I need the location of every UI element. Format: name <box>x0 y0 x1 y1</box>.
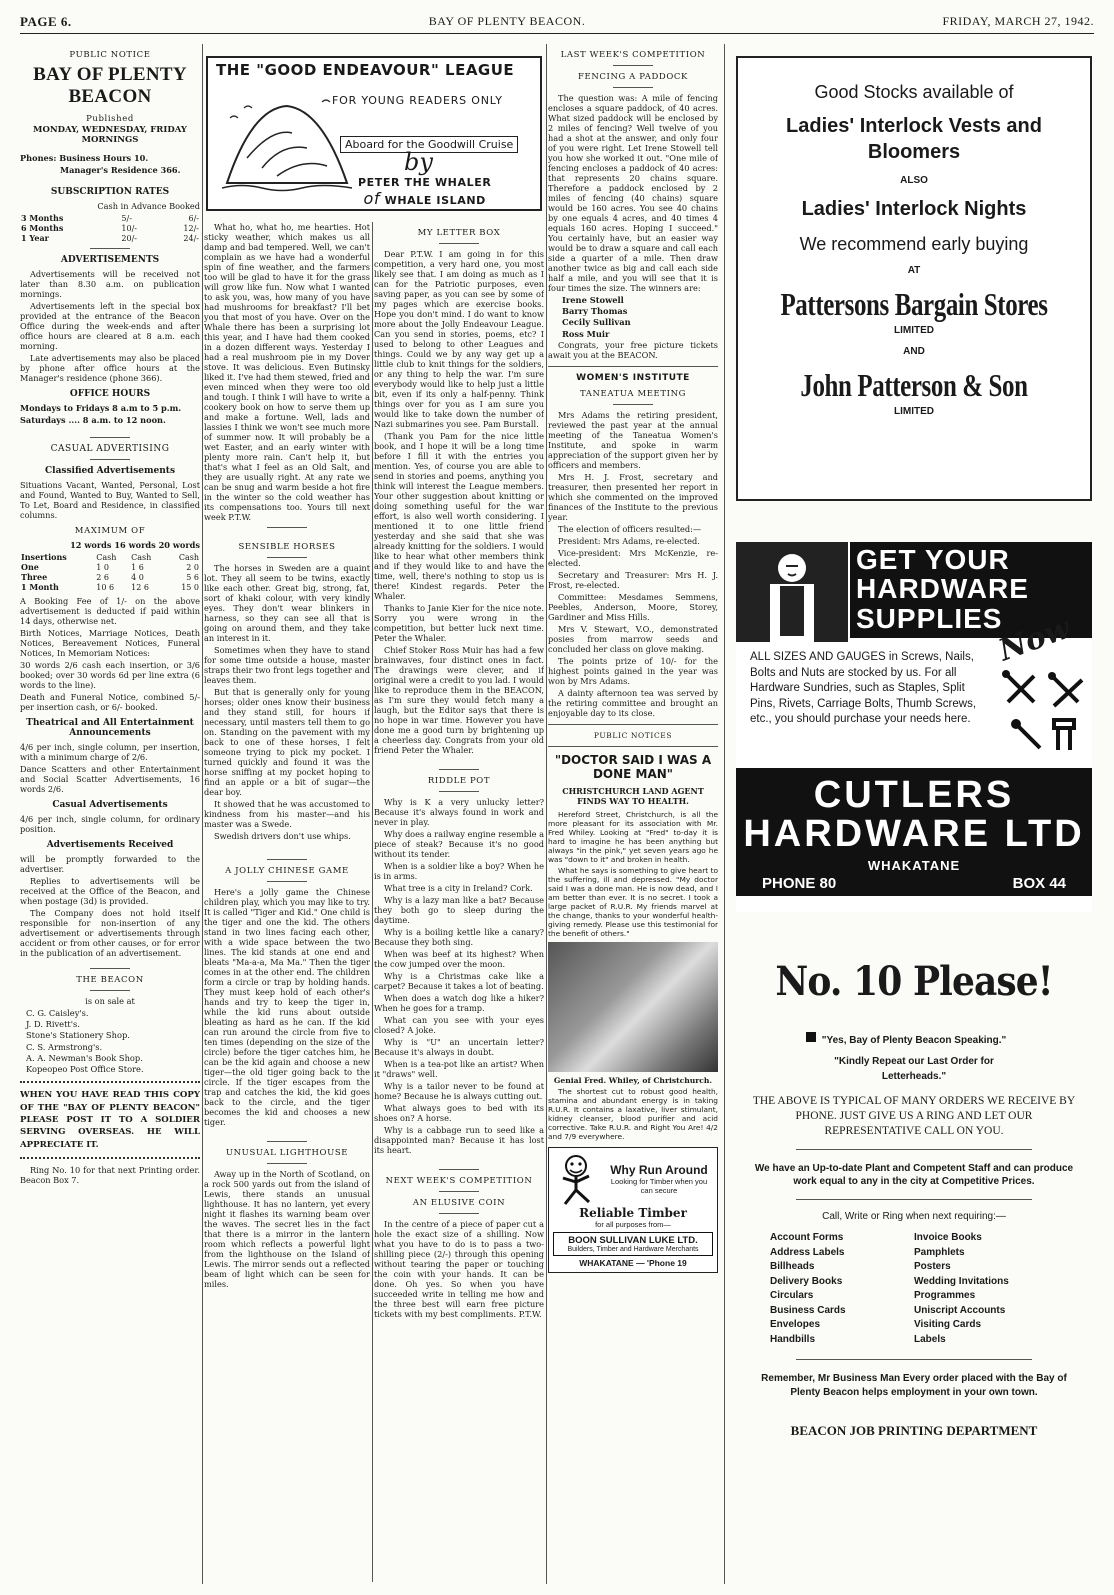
maximum-head: 12 words 16 words 20 words <box>70 540 200 550</box>
store-name: Pattersons Bargain Stores <box>780 286 1048 322</box>
list-item: Circulars <box>770 1290 814 1302</box>
winner-list <box>548 295 718 340</box>
list-item: Posters <box>914 1261 951 1273</box>
subscription-table <box>20 213 200 243</box>
rur-advertisement <box>548 753 718 1142</box>
list-item: Why is a cabbage run to seed like a disappointed man? Because it has lost its heart. <box>374 1125 544 1155</box>
quote-1: "Yes, Bay of Plenty Beacon Speaking." <box>821 1035 1007 1046</box>
plant-text: We have an Up-to-date Plant and Competent Staff and can produce work equal to any in the city at Competitive Prices. <box>754 1162 1074 1188</box>
ad-line: Good Stocks available of <box>814 82 1014 102</box>
ad-product: Ladies' Interlock Vests and Bloomers <box>786 115 1042 163</box>
theatrical-rate: 4/6 per inch, single column, per insertion, with a minimum charge of 2/6. <box>20 742 200 762</box>
table-row: 6 Months 10/- 12/- <box>21 223 199 233</box>
last-competition-heading: LAST WEEK'S COMPETITION <box>560 50 706 60</box>
letter-text: Dear P.T.W. I am going in for this competition, a very hard one, you most likely see that. I am doing as much as I can for the Patriotic purposes, even saving paper, as you can see by some of my pages which are exercise books. Hope you don't mind. I do want to know more about the Jolly Endeavour League. Can you send in stories, poems, etc? I used to belong to other Leagues and things. Could we by any way get up a little club to knit things for the soldiers, or any thing to help the war. I'm sure everybody would like to help just a little bit, even if its only a half-penny. Think things over for you as I am sure you would like to take down the number of Nazi submarines you see. Pam Burstall. <box>374 249 544 429</box>
list-item: C. G. Caisley's. <box>26 1008 89 1018</box>
ad-and: AND <box>903 346 925 357</box>
cutlers-phone: PHONE 80 <box>762 875 837 892</box>
horses-text: Sometimes when they have to stand for some time outside a house, master straps their two front legs together and leaves them. <box>204 645 370 685</box>
job-printing-advertisement <box>736 936 1092 1582</box>
institute-text: Secretary and Treasurer: Mrs H. J. Frost, re-elected. <box>548 569 718 590</box>
list-item: What tree is a city in Ireland? Cork. <box>384 883 533 893</box>
list-item: Why is a lazy man like a bat? Because they both go to sleep during the daytime. <box>374 895 544 925</box>
firm-name: John Patterson & Son <box>800 367 1028 403</box>
list-item: Why does a railway engine resemble a piece of steak? Because it's no good without its tender. <box>374 829 544 859</box>
list-item: Address Labels <box>770 1246 845 1258</box>
institute-subheading: TANEATUA MEETING <box>579 388 687 399</box>
column-rule <box>546 44 547 1584</box>
casual-rates-table <box>20 552 200 592</box>
list-item: Wedding Invitations <box>914 1275 1009 1287</box>
hardware-advertisement <box>736 542 1092 912</box>
replies-text: Replies to advertisements will be received at the Office of the Beacon, and when postage (3d) is provided. <box>20 876 200 906</box>
timber-purposes: for all purposes from— <box>595 1220 671 1230</box>
ad-headline: No. 10 Please! <box>775 958 1053 1005</box>
list-item: Labels <box>914 1333 946 1345</box>
quote-2: "Kindly Repeat our Last Order for Letterheads." <box>834 1056 994 1082</box>
paper-name: BAY OF PLENTY BEACON. <box>428 14 586 28</box>
office-hours: Saturdays .... 8 a.m. to 12 noon. <box>20 415 166 425</box>
of-script: of <box>363 189 381 209</box>
adv-text: Late advertisements may also be placed by phone after office hours at the Manager's residence (phone 366). <box>20 353 200 383</box>
theatrical-heading: Theatrical and All Entertainment Announcements <box>26 718 194 738</box>
issue-date: FRIDAY, MARCH 27, 1942. <box>942 14 1094 28</box>
lighthouse-heading: UNUSUAL LIGHTHOUSE <box>225 1148 349 1158</box>
subscription-head: Cash in Advance Booked <box>97 201 200 211</box>
letter-text: (Thank you Pam for the nice little book, and I hope it will be a long time before I fill it with the entries you mention. Yes, of course you are able to send in stories and poems, anything you think will interest the League members. Your other suggestion about knitting or doing something useful for the war effort, is also well worth considering. I mentioned it to one little friend yesterday and she said that she was already knitting for the soldiers. I would like to hear what other members think and if they would like to and have the time, well, there's nothing to stop us is there! Kindest regards. Peter the Whaler. <box>374 431 544 601</box>
institute-text: The points prize of 10/- for the highest points gained in the year was won by Mrs Adams. <box>548 655 718 686</box>
institute-text: A dainty afternoon tea was served by the retiring committee and brought an enjoyable day to its close. <box>548 687 718 718</box>
letter-box-heading: MY LETTER BOX <box>417 228 501 238</box>
cutlers-name: CUTLERS <box>813 774 1015 816</box>
institute-text: Mrs H. J. Frost, secretary and treasurer, then presented her report in which she commented on the improved finances of the Institute to the previous year. <box>548 471 718 522</box>
office-hours: Mondays to Fridays 8 a.m to 5 p.m. <box>20 403 182 413</box>
ad-headline: "DOCTOR SAID I WAS A DONE MAN" <box>554 752 712 782</box>
column-competition <box>548 44 718 1584</box>
list-item: Account Forms <box>770 1232 844 1244</box>
ad-subheadline: CHRISTCHURCH LAND AGENT FINDS WAY TO HEALTH. <box>562 785 704 806</box>
page-header <box>20 10 1094 34</box>
timber-headline: Why Run Around <box>610 1163 708 1178</box>
table-row: 3 Months 5/- 6/- <box>21 213 199 223</box>
riddle-list <box>374 797 544 1155</box>
coin-text: In the centre of a piece of paper cut a hole the exact size of a shilling. Now what you have to do is to pass a two-shilling piece (2/-) through this opening without tearing the paper or touching the coin with your hands. It can be done. Oh yes. So when you have succeeded write in telling me how and the three best will earn free picture tickets with my best compliments. P.T.W. <box>374 1219 544 1319</box>
list-item: Irene Stowell <box>562 295 624 305</box>
phones: Phones: Business Hours 10. <box>20 153 149 163</box>
next-competition-heading: NEXT WEEK'S COMPETITION <box>385 1176 533 1186</box>
adv-text: Advertisements left in the special box provided at the entrance of the Beacon Office during the week-ends and after office hours are cleared at 8 a.m. each morning. <box>20 301 200 351</box>
island-name: WHALE ISLAND <box>384 194 486 208</box>
lighthouse-text: Away up in the North of Scotland, on a rock 500 yards out from the island of Lewis, there stands an unusual lighthouse. It has no lantern, yet every night it flashes its warning beam over the waves. The secret lies in the fact that there is a mirror in the lantern room which reflects a powerful light from the lighthouse on the Island of Lewis. The mirror sends out a reflected beam of light which can be seen for miles. <box>204 1169 370 1289</box>
births-rate: 30 words 2/6 cash each insertion, or 3/6 booked; over 30 words 6d per line extra (6 words to the line). <box>20 660 200 690</box>
paddock-heading: FENCING A PADDOCK <box>578 72 688 82</box>
horses-heading: SENSIBLE HORSES <box>238 542 336 552</box>
institute-text: Vice-president: Mrs McKenzie, re-elected. <box>548 547 718 568</box>
timber-text: Looking for Timber when you can secure <box>610 1177 708 1196</box>
list-item: When is a tea-pot like an artist? When it "draws" well. <box>374 1059 544 1079</box>
seller-list <box>20 1008 200 1075</box>
list-item: When does a watch dog like a hiker? When he goes for a tramp. <box>374 993 544 1013</box>
game-text: Here's a jolly game the Chinese children play, which you may like to try. It is called "Tiger and Kid." One child is the tiger and one the kid. The others stand in two lines facing each other, with a wide space between the two lines. The kid stands at one end and bleats "Ma-a-a, Ma Ma." Then the tiger comes in at the other end. The children form a circle or trap by holding hands. They must keep hold of each other's hands and try to keep the tiger in, while the kid runs about outside bleating as hard as he can. If the kid can run around the circle from five to ten times (depending on the size of the circle) before the tiger catches him, he can be the kid again and choose a new tiger—the old tiger going back to the circle. If the tiger escapes from the trap and catches the kid, the kid goes back to the circle, and the tiger becomes the kid and chooses a new tiger. <box>204 887 370 1127</box>
riddle-heading: RIDDLE POT <box>427 776 491 786</box>
ad-text: What he says is something to give heart to the suffering, ill and depressed. "My doctor said I was a done man. He is now dead, and I am better than ever. It is no secret. I took a large packet of R.U.R. My friends marvel at the change, thanks to your wonderful health-giving remedy. Please use this testimonial for the benefit of others." <box>548 865 718 938</box>
soldier-notice: WHEN YOU HAVE READ THIS COPY OF THE "BAY OF PLENTY BEACON" PLEASE POST IT TO A SOLDIER SERVING OVERSEAS. HE WILL APPRECIATE IT. <box>20 1090 200 1150</box>
list-item: A. A. Newman's Book Shop. <box>26 1052 143 1063</box>
public-notices-heading: PUBLIC NOTICES <box>593 730 673 740</box>
list-item: When is a soldier like a boy? When he is in arms. <box>374 861 544 881</box>
office-hours-heading: OFFICE HOURS <box>69 389 151 399</box>
photo-caption: Genial Fred. Whiley, of Christchurch. <box>553 1075 713 1085</box>
cutlers-banner <box>736 768 1092 896</box>
table-row: One 1 0 1 6 2 0 <box>21 562 199 572</box>
letter-text: Thanks to Janie Kier for the nice note. Sorry you were wrong in the competition, but better luck next time. Peter the Whaler. <box>374 603 544 643</box>
column-rule <box>372 222 373 1582</box>
by-script: by <box>404 148 433 176</box>
firm-location: WHAKATANE — 'Phone 19 <box>579 1258 687 1269</box>
list-item: J. D. Rivett's. <box>26 1019 80 1030</box>
list-item: C. S. Armstrong's. <box>26 1041 103 1052</box>
paddock-text: The question was: A mile of fencing encloses a square paddock, of 40 acres. What sized paddock will be enclosed by 2 miles of fencing? Well twelve of you had a shot at the answer, and only four of you were right. Let Irene Stowell tell you how she worked it out. "One mile of fencing encloses a paddock of 40 acres: that represents 20 chains square. Therefore a paddock enclosed by 2 miles of fencing (40 chains) square would be 160 acres. You see 40 chains by one equals 4 acres, and 40 times 4 equals 160 acres. Hoping I succeed." You certainly have, but an easier way would be to draw a square and call each side a quarter of a mile. Then draw another twice as big and call each side half a mile, and you will see that it is four times the size. The winners are: <box>548 93 718 293</box>
list-item: Why is "U" an uncertain letter? Because it's always in doubt. <box>374 1037 544 1057</box>
typical-orders: THE ABOVE IS TYPICAL OF MANY ORDERS WE RECEIVE BY PHONE. JUST GIVE US A RING AND LET OUR REPRESENTATIVE CALL ON YOU. <box>752 1095 1076 1137</box>
list-item: Stone's Stationery Shop. <box>26 1030 130 1041</box>
intro-letter: What ho, what ho, me hearties. Hot sticky weather, which makes us all damp and bad tempered. Well, we can't complain as we have had a wonderful spin of fine weather, and the farmers too will be glad to have it for the grass will grow like fun. Now what I wanted to ask you, was, how many of you have had mushrooms for breakfast? I'll bet you that most of you have. Over on the Whale there has been a surprising lot this year, and I have had them cooked in a dozen different ways. Yesterday I had a real mushroom pie in my Dover stove. It was delicious. Even Butinsky liked it. I've had them stewed, fried and even minced when they were too old and tough. I think I will have to write a cookery book on how to serve them up and make a fortune. Well, lads and lassies I think we won't see much more of summer now. It will probably be a wet Easter, and an early winter with plenty more rain. Can't help it, but that's what I feel as an Old Salt, and they are usually right. At any rate we can be snug and warm beside a hot fire in the winter so the cold weather has its compensations too. Yours till next week P.T.W. <box>204 222 370 522</box>
cruise-label: Aboard for the Goodwill Cruise <box>340 136 518 153</box>
casual-heading: CASUAL ADVERTISING <box>50 444 170 454</box>
list-item: What always goes to bed with its shoes on? A horse. <box>374 1103 544 1123</box>
good-endeavour-banner <box>206 56 542 211</box>
published-label: Published <box>86 114 134 124</box>
table-row: Insertions Cash Cash Cash <box>21 552 199 562</box>
section-heading: PUBLIC NOTICE <box>69 50 151 60</box>
ad-product: Ladies' Interlock Nights <box>801 198 1027 220</box>
list-item: Ross Muir <box>562 328 610 339</box>
game-heading: A JOLLY CHINESE GAME <box>225 866 349 876</box>
list-item: Invoice Books <box>914 1232 982 1244</box>
now-script: Now <box>994 610 1076 669</box>
list-item: Envelopes <box>770 1319 821 1331</box>
list-item: Uniscript Accounts <box>914 1304 1006 1316</box>
maximum-heading: MAXIMUM OF <box>74 526 146 536</box>
ad-also: ALSO <box>900 175 928 186</box>
institute-text: Mrs Adams the retiring president, reviewed the past year at the annual meeting of the Taneatua Women's Institute, and spoke in warm appreciation of the support given her by officers and members. <box>548 409 718 470</box>
timber-advertisement <box>548 1147 718 1273</box>
product-list <box>770 1231 1058 1347</box>
list-item: Business Cards <box>770 1304 846 1316</box>
death-notice: Death and Funeral Notice, combined 5/- per insertion cash, or 6/- booked. <box>20 692 200 712</box>
column-rule <box>724 44 725 1584</box>
department-name: BEACON JOB PRINTING DEPARTMENT <box>790 1423 1038 1439</box>
firm-name: BOON SULLIVAN LUKE LTD. <box>568 1235 698 1247</box>
classified-text: Situations Vacant, Wanted, Personal, Lost and Found, Wanted to Buy, Wanted to Sell, To Let, Board and Residence, in classified columns. <box>20 480 200 520</box>
column-peter-the-whaler <box>204 222 370 1582</box>
births-notices: Birth Notices, Marriage Notices, Death Notices, Bereavement Notices, Funeral Notices, In Memoriam Notices: <box>20 628 200 658</box>
store-limited: LIMITED <box>894 325 934 336</box>
coin-heading: AN ELUSIVE COIN <box>412 1198 506 1208</box>
subscription-heading: SUBSCRIPTION RATES <box>50 187 170 197</box>
timber-slogan: Reliable Timber <box>579 1206 687 1221</box>
list-item: What can you see with your eyes closed? A joke. <box>374 1015 544 1035</box>
hardware-headline: GET YOUR HARDWARE SUPPLIES <box>850 542 1092 638</box>
casual-rate: 4/6 per inch, single column, for ordinary position. <box>20 814 200 834</box>
call-text: Call, Write or Ring when next requiring:— <box>822 1210 1006 1222</box>
list-item: Cecily Sullivan <box>562 317 631 328</box>
classified-heading: Classified Advertisements <box>44 466 176 476</box>
company-text: The Company does not hold itself responsible for non-insertion of any advertisement or advertisements through accident or from other causes, or for error in the publication of an advertisement. <box>20 908 200 958</box>
horses-text: But that is generally only for young horses; older ones know their business and they stand still, for hours if necessary, until masters tell them to go on. Standing on the pavement with my back to one of these horses, I felt someone trying to pick my pocket. I turned quickly and found it was the horse sniffing at my pocket hoping to find an apple or a bit of sugar—the dear boy. <box>204 687 370 797</box>
adv-text: Advertisements will be received not later than 8.30 a.m. on publication mornings. <box>20 269 200 299</box>
hardware-text: ALL SIZES AND GAUGES in Screws, Nails, Bolts and Nuts are stocked by us. For all Hardware Sundries, such as Staples, Split Pins, Rivets, Carriage Bolts, Thumb Screws, etc., you should purchase your needs here. <box>750 651 977 726</box>
casual-ads-heading: Casual Advertisements <box>52 800 168 810</box>
firm-description: Builders, Timber and Hardware Merchants <box>567 1246 699 1254</box>
banner-author <box>358 176 491 208</box>
column-rule <box>202 44 203 1584</box>
page-number: PAGE 6. <box>20 13 72 29</box>
cutlers-box: BOX 44 <box>1012 875 1066 892</box>
ad-at: AT <box>907 265 921 276</box>
ad-text: Hereford Street, Christchurch, is all the more pleasant for its association with Mr. Fred Whiley. Looking at "Fred" to-day it is hard to imagine he has been anything but always "in the pink," yet seven years ago he was "down to it" and broken in health. <box>548 809 718 864</box>
institute-text: Mrs V. Stewart, V.O., demonstrated posies from marrow seeds and concluded her class on glove making. <box>548 623 718 654</box>
institute-text: President: Mrs Adams, re-elected. <box>558 535 700 546</box>
list-item: Visiting Cards <box>914 1319 982 1331</box>
list-item: Why is a Christmas cake like a carpet? Because it takes a lot of beating. <box>374 971 544 991</box>
banner-subtitle: FOR YOUNG READERS ONLY <box>332 94 503 107</box>
list-item: Billheads <box>770 1261 815 1273</box>
column-public-notice <box>20 44 200 1584</box>
institute-text: Committee: Mesdames Semmens, Peebles, Anderson, Moore, Storey, Gardiner and Miss Hills. <box>548 591 718 622</box>
running-man-icon <box>553 1152 599 1206</box>
cutlers-town: WHAKATANE <box>867 858 961 873</box>
table-row: 1 Year 20/- 24/- <box>21 233 199 243</box>
horses-text: The horses in Sweden are a quaint lot. They all seem to be twins, exactly like each other. Great big, strong, fat, sort of khaki colour, with very kindly eyes. They don't wear blinkers in harness, so they can see all that is going on around them, and they take an interest in it. <box>204 563 370 643</box>
table-row: Three 2 6 4 0 5 6 <box>21 572 199 582</box>
received-heading: Advertisements Received <box>46 840 174 850</box>
remember-text: Remember, Mr Business Man Every order placed with the Bay of Plenty Beacon helps employment in your own town. <box>761 1373 1067 1398</box>
author-name: PETER THE WHALER <box>358 176 492 189</box>
list-item: Why is a tailor never to be found at home? Because he is always cutting out. <box>374 1081 544 1101</box>
list-item: When was beef at its highest? When the cow jumped over the moon. <box>374 949 544 969</box>
advertisements-heading: ADVERTISEMENTS <box>60 255 160 265</box>
column-letter-box <box>374 222 544 1582</box>
portrait-photo <box>548 942 718 1072</box>
patterson-advertisement <box>736 56 1092 501</box>
list-item: Handbills <box>770 1333 816 1345</box>
list-item: Programmes <box>914 1290 976 1302</box>
ring-notice: Ring No. 10 for that next Printing order. Beacon Box 7. <box>20 1165 200 1186</box>
manager-phone: Manager's Residence 366. <box>60 165 181 175</box>
list-item: Delivery Books <box>770 1275 843 1287</box>
bullet-icon <box>806 1032 816 1042</box>
institute-text: The election of officers resulted:— <box>558 523 702 534</box>
booking-fee: A Booking Fee of 1/- on the above advertisement is deducted if paid within 14 days, otherwise net. <box>20 596 200 626</box>
congrats-text: Congrats, your free picture tickets await you at the BEACON. <box>548 339 718 360</box>
beacon-heading: THE BEACON <box>76 975 144 985</box>
masthead: BAY OF PLENTY BEACON <box>33 64 187 107</box>
list-item: Pamphlets <box>914 1246 965 1258</box>
whale-island-illustration <box>222 88 352 198</box>
ad-line: We recommend early buying <box>799 234 1029 254</box>
banner-title: THE "GOOD ENDEAVOUR" LEAGUE <box>216 61 515 79</box>
horses-text: It showed that he was accustomed to kindness from his master—and his master was a Swede. <box>204 799 370 829</box>
table-row: 1 Month 10 6 12 6 15 0 <box>21 582 199 592</box>
tools-icon <box>994 662 1090 758</box>
cutlers-hardware: HARDWARE LTD <box>743 813 1085 855</box>
ad-text: The shortest cut to robust good health, stamina and abundant energy is in taking R.U.R. It contains a laxative, liver stimulant, kidney cleanser, blood purifier and acid corrective. Take R.U.R. and Right You Are! 4/2 and 7/9 everywhere. <box>548 1087 718 1142</box>
publication-days: MONDAY, WEDNESDAY, FRIDAY MORNINGS <box>33 125 187 145</box>
horses-text: Swedish drivers don't use whips. <box>214 831 351 841</box>
on-sale: is on sale at <box>85 996 135 1006</box>
dance-rate: Dance Scatters and other Entertainment and Social Scatter Advertisements, 16 words 2/6. <box>20 764 200 794</box>
shopkeeper-illustration <box>736 542 848 642</box>
list-item: Why is a boiling kettle like a canary? Because they both sing. <box>374 927 544 947</box>
received-text: will be promptly forwarded to the advertiser. <box>20 854 200 874</box>
letter-text: Chief Stoker Ross Muir has had a few brainwaves, four distinct ones in fact. The drawings were clever, and if original were a credit to you lad. I would like to reproduce them in the BEACON, as I'm sure they would fetch many a laugh, but the Editor says that there is no hope in war time. However you have done me a good turn by brightening up a cheerless day. Congrats from your old friend Peter the Whaler. <box>374 645 544 755</box>
firm-limited: LIMITED <box>894 406 934 417</box>
institute-heading: WOMEN'S INSTITUTE <box>576 372 690 383</box>
list-item: Barry Thomas <box>562 306 628 317</box>
list-item: Why is K a very unlucky letter? Because it's always found in work and never in play. <box>374 797 544 827</box>
list-item: Kopeopeo Post Office Store. <box>26 1063 144 1074</box>
